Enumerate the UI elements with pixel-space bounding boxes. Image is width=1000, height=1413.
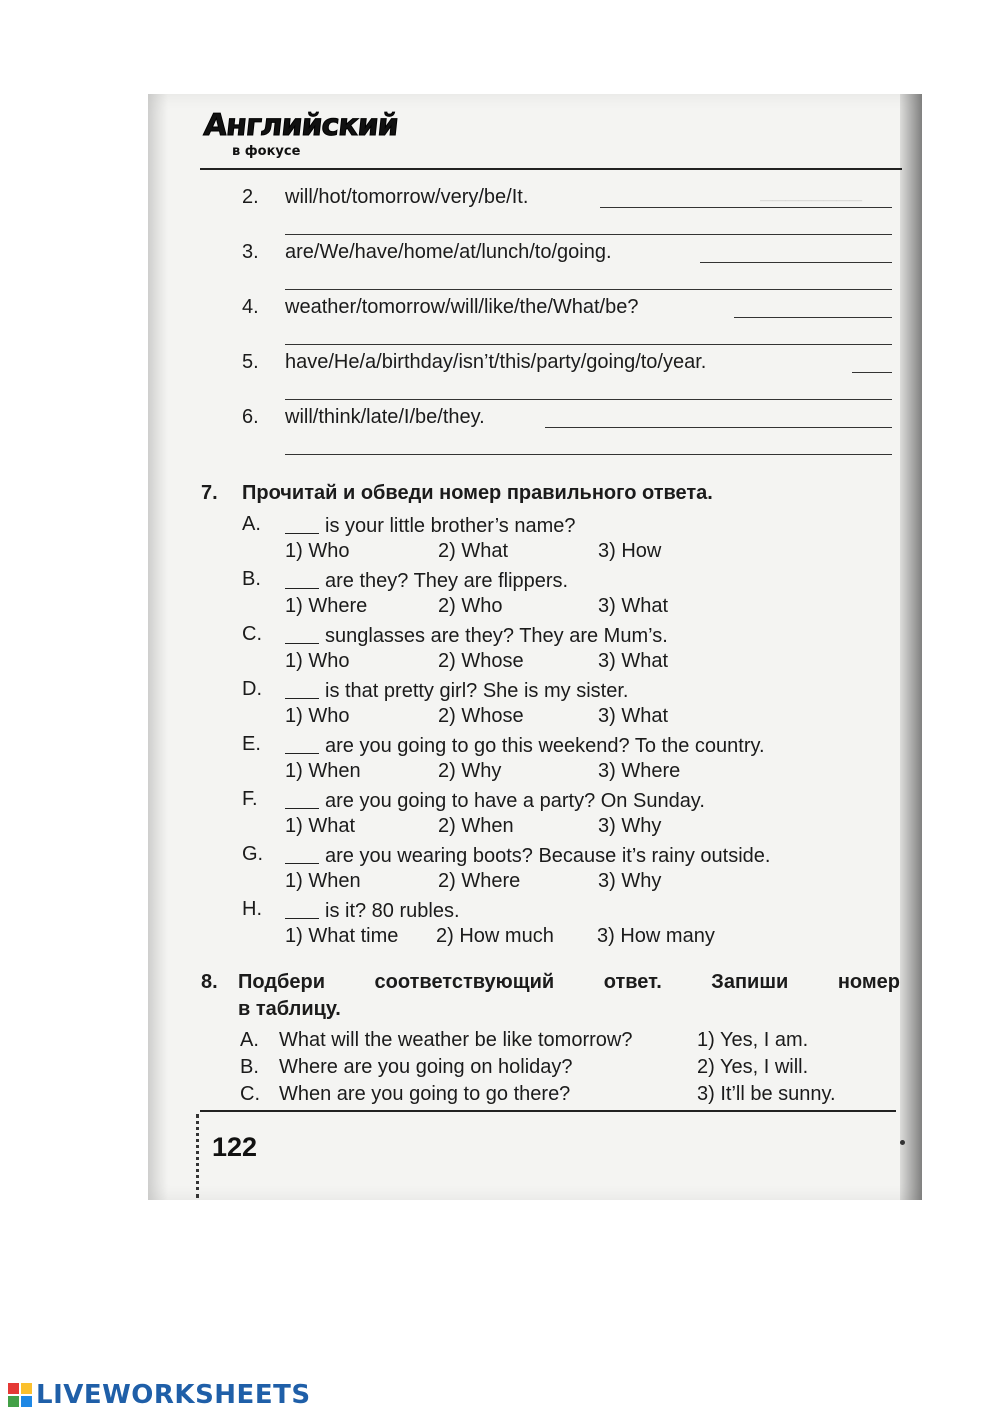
- blank-gap[interactable]: [285, 623, 319, 644]
- task-number: 8.: [201, 971, 218, 993]
- question-text: are they? They are flippers.: [285, 568, 568, 593]
- question-letter: D.: [242, 678, 262, 700]
- answer-option[interactable]: 3) How: [598, 540, 662, 562]
- answer-option[interactable]: 3) What: [598, 650, 669, 672]
- answer-option[interactable]: 3) Where: [598, 760, 681, 782]
- answer-option[interactable]: 1) Who: [285, 650, 350, 672]
- item-number: 2.: [242, 186, 259, 208]
- question-letter: C.: [242, 623, 262, 645]
- answer-option[interactable]: 3) How many: [597, 925, 715, 947]
- answer-line[interactable]: [734, 317, 892, 318]
- scrambled-sentence: weather/tomorrow/will/like/the/What/be?: [285, 296, 639, 318]
- question-letter: B.: [240, 1056, 259, 1078]
- answer-option[interactable]: 3) Why: [598, 870, 662, 892]
- answer-line[interactable]: [285, 234, 892, 235]
- book-logo: Английский: [202, 108, 400, 143]
- answer-line[interactable]: [285, 344, 892, 345]
- answer-option[interactable]: 3) What: [598, 595, 669, 617]
- bleed-through: ────────: [760, 190, 863, 210]
- answer-line[interactable]: [285, 454, 892, 455]
- blank-gap[interactable]: [285, 788, 319, 809]
- answer-option[interactable]: 2) Whose: [438, 705, 524, 727]
- scrambled-sentence: have/He/a/birthday/isn’t/this/party/going/to/year.: [285, 351, 707, 373]
- scan-dot: [900, 1140, 905, 1145]
- answer-line[interactable]: [285, 399, 892, 400]
- answer-line[interactable]: [285, 289, 892, 290]
- task-title-continued: в таблицу.: [238, 998, 341, 1020]
- page-right-shadow: [900, 94, 922, 1200]
- question-letter: C.: [240, 1083, 260, 1105]
- answer-option[interactable]: 2) Yes, I will.: [697, 1056, 809, 1078]
- item-number: 5.: [242, 351, 259, 373]
- question-letter: F.: [242, 788, 258, 810]
- question-letter: A.: [240, 1029, 259, 1051]
- answer-line[interactable]: [600, 207, 892, 208]
- scrambled-sentence: will/hot/tomorrow/very/be/It.: [285, 186, 529, 208]
- question-text: When are you going to go there?: [279, 1083, 571, 1105]
- question-letter: A.: [242, 513, 261, 535]
- question-letter: B.: [242, 568, 261, 590]
- answer-option[interactable]: 1) When: [285, 760, 361, 782]
- blank-gap[interactable]: [285, 733, 319, 754]
- answer-option[interactable]: 1) Who: [285, 540, 350, 562]
- answer-line[interactable]: [700, 262, 892, 263]
- task-title: Подбери соответствующий ответ. Запиши номер: [238, 971, 900, 993]
- answer-line[interactable]: [545, 427, 892, 428]
- answer-option[interactable]: 1) Who: [285, 705, 350, 727]
- answer-option[interactable]: 1) When: [285, 870, 361, 892]
- question-text: are you going to go this weekend? To the country.: [285, 733, 765, 758]
- question-text: Where are you going on holiday?: [279, 1056, 573, 1078]
- question-text: is your little brother’s name?: [285, 513, 576, 538]
- question-text: are you wearing boots? Because it’s rainy outside.: [285, 843, 770, 868]
- task-title: Прочитай и обведи номер правильного ответа.: [242, 482, 713, 504]
- answer-option[interactable]: 2) What: [438, 540, 509, 562]
- question-text: What will the weather be like tomorrow?: [279, 1029, 633, 1051]
- answer-option[interactable]: 2) How much: [436, 925, 554, 947]
- answer-option[interactable]: 1) What time: [285, 925, 399, 947]
- book-logo-subtitle: в фокусе: [232, 144, 301, 159]
- question-letter: G.: [242, 843, 264, 865]
- blank-gap[interactable]: [285, 843, 319, 864]
- scrambled-sentence: will/think/late/I/be/they.: [285, 406, 485, 428]
- blank-gap[interactable]: [285, 568, 319, 589]
- task-number: 7.: [201, 482, 218, 504]
- item-number: 6.: [242, 406, 259, 428]
- blank-gap[interactable]: [285, 898, 319, 919]
- answer-option[interactable]: 2) Why: [438, 760, 502, 782]
- answer-option[interactable]: 2) Who: [438, 595, 503, 617]
- question-letter: H.: [242, 898, 262, 920]
- footer-dotted-border: [196, 1114, 199, 1198]
- question-text: sunglasses are they? They are Mum’s.: [285, 623, 668, 648]
- answer-option[interactable]: 3) What: [598, 705, 669, 727]
- page-number: 122: [212, 1132, 258, 1162]
- answer-option[interactable]: 2) When: [438, 815, 514, 837]
- item-number: 3.: [242, 241, 259, 263]
- header-rule: [200, 168, 902, 170]
- answer-option[interactable]: 2) Where: [438, 870, 521, 892]
- liveworksheets-logo-icon: [8, 1383, 32, 1407]
- scrambled-sentence: are/We/have/home/at/lunch/to/going.: [285, 241, 612, 263]
- blank-gap[interactable]: [285, 678, 319, 699]
- answer-option[interactable]: 3) It’ll be sunny.: [697, 1083, 836, 1105]
- answer-option[interactable]: 1) Where: [285, 595, 368, 617]
- answer-option[interactable]: 1) What: [285, 815, 356, 837]
- answer-option[interactable]: 2) Whose: [438, 650, 524, 672]
- liveworksheets-watermark: LIVEWORKSHEETS: [36, 1380, 311, 1410]
- blank-gap[interactable]: [285, 513, 319, 534]
- answer-option[interactable]: 1) Yes, I am.: [697, 1029, 809, 1051]
- answer-option[interactable]: 3) Why: [598, 815, 662, 837]
- item-number: 4.: [242, 296, 259, 318]
- footer-rule: [200, 1110, 896, 1112]
- question-text: is it? 80 rubles.: [285, 898, 460, 923]
- question-text: are you going to have a party? On Sunday.: [285, 788, 705, 813]
- answer-line[interactable]: [852, 372, 892, 373]
- question-text: is that pretty girl? She is my sister.: [285, 678, 628, 703]
- page-left-shadow: [148, 94, 168, 1200]
- question-letter: E.: [242, 733, 261, 755]
